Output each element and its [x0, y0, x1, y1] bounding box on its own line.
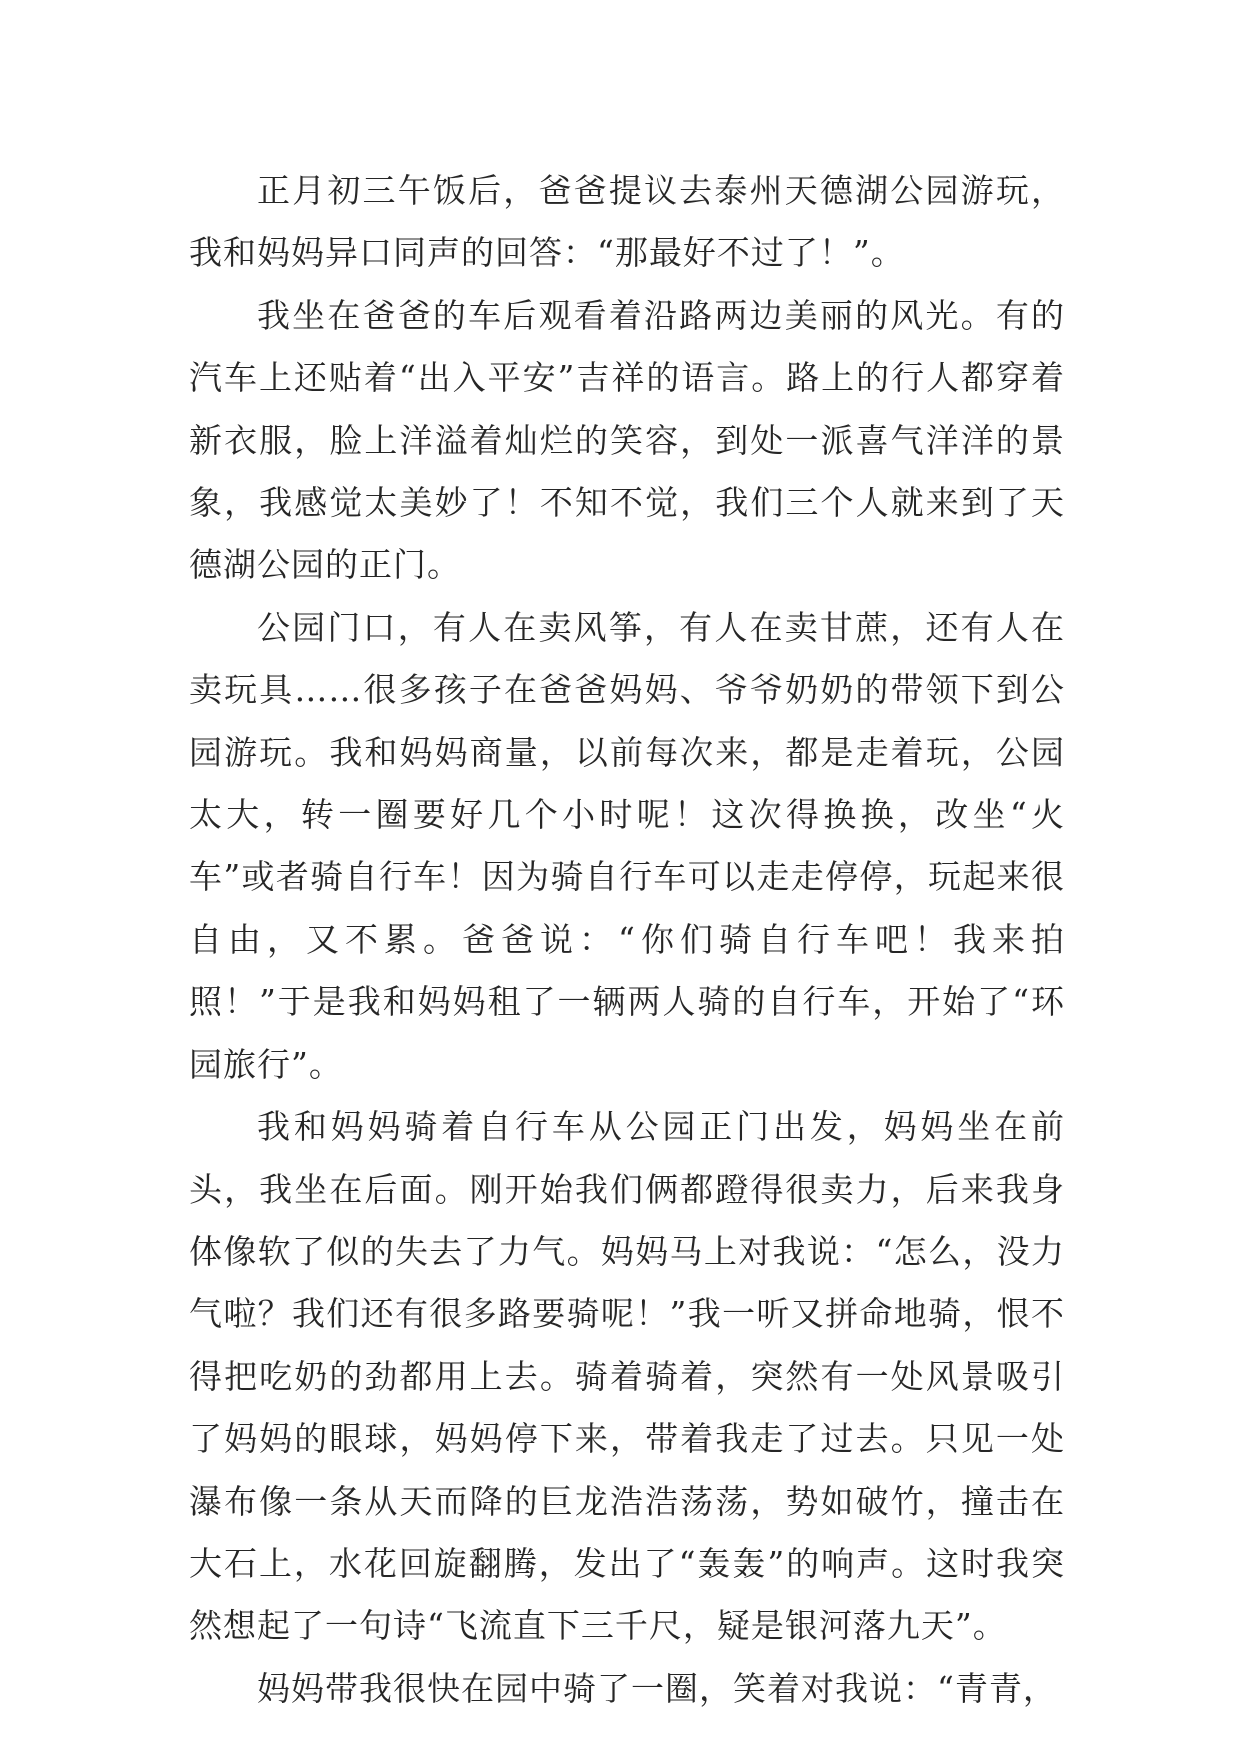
paragraph-3: 公园门口，有人在卖风筝，有人在卖甘蔗，还有人在卖玩具……很多孩子在爸爸妈妈、爷爷奶奶的带领下到公园游玩。我和妈妈商量，以前每次来，都是走着玩，公园太大，转一圈要好几个小时呢！这次得换换，改坐“火车”或者骑自行车！因为骑自行车可以走走停停，玩起来很自由，又不累。爸爸说：“你们骑自行车吧！我来拍照！”于是我和妈妈租了一辆两人骑的自行车，开始了“环园旅行”。	[189, 607, 1065, 1084]
paragraph-1: 正月初三午饭后，爸爸提议去泰州天德湖公园游玩，我和妈妈异口同声的回答：“那最好不过了！”。	[189, 171, 1065, 273]
paragraph-5: 妈妈带我很快在园中骑了一圈，笑着对我说：“青青，	[257, 1668, 1057, 1708]
paragraph-4: 我和妈妈骑着自行车从公园正门出发，妈妈坐在前头，我坐在后面。刚开始我们俩都蹬得很卖力，后来我身体像软了似的失去了力气。妈妈马上对我说：“怎么，没力气啦？我们还有很多路要骑呢！”我一听又拼命地骑，恨不得把吃奶的劲都用上去。骑着骑着，突然有一处风景吸引了妈妈的眼球，妈妈停下来，带着我走了过去。只见一处瀑布像一条从天而降的巨龙浩浩荡荡，势如破竹，撞击在大石上，水花回旋翻腾，发出了“轰轰”的响声。这时我突然想起了一句诗“飞流直下三千尺，疑是银河落九天”。	[189, 1107, 1065, 1646]
essay-body	[189, 160, 1065, 1720]
paragraph-2: 我坐在爸爸的车后观看着沿路两边美丽的风光。有的汽车上还贴着“出入平安”吉祥的语言。路上的行人都穿着新衣服，脸上洋溢着灿烂的笑容，到处一派喜气洋洋的景象，我感觉太美妙了！不知不觉，我们三个人就来到了天德湖公园的正门。	[189, 295, 1065, 585]
